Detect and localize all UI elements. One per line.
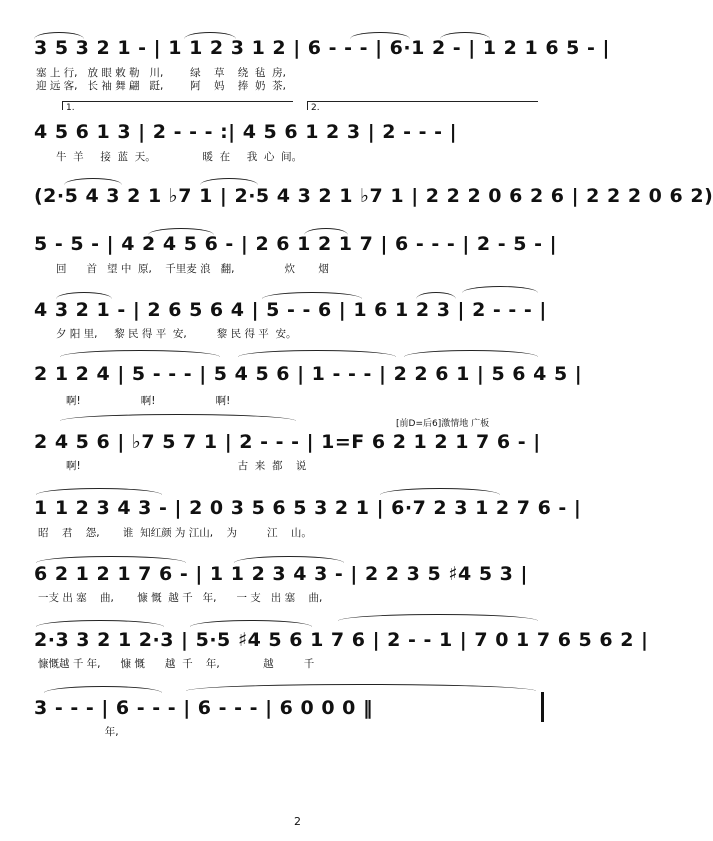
lyric-line-2: 迎 远 客, 长 袖 舞 翩 跹, 阿 妈 捧 奶 茶,	[36, 80, 286, 92]
notation-line: 2 1 2 4 | 5 - - - | 5 4 5 6 | 1 - - - | 2 2 6 1 | 5 6 4 5 |	[34, 363, 583, 385]
notation-line: 2·3 3 2 1 2·3 | 5·5 ♯4 5 6 1 7 6 | 2 - - 1 | 7 0 1 7 6 5 6 2 |	[34, 629, 649, 651]
slur	[190, 620, 312, 627]
slur	[186, 684, 536, 691]
notation-line: 4 5 6 1 3 | 2 - - - :| 4 5 6 1 2 3 | 2 - - - |	[34, 121, 458, 143]
slur	[36, 620, 164, 627]
final-barline	[541, 692, 544, 722]
notation-line: 4 3 2 1 - | 2 6 5 6 4 | 5 - - 6 | 1 6 1 2 3 | 2 - - - |	[34, 299, 547, 321]
lyric-line-1: 回 首 望 中 原, 千里麦 浪 翻, 炊 烟	[56, 263, 329, 275]
volta-label-1: 1.	[66, 103, 75, 113]
notation-line: 3 - - - | 6 - - - | 6 - - - | 6 0 0 0 ‖	[34, 697, 374, 719]
tempo-annotation: [前D=后6]激情地 广板	[396, 419, 490, 429]
slur	[36, 488, 162, 495]
slur	[60, 350, 220, 357]
slur	[404, 350, 538, 357]
lyric-line-1: 慷慨越 千 年, 慷 慨 越 千 年, 越 千	[38, 658, 315, 670]
slur	[380, 488, 500, 495]
notation-line: 3 5 3 2 1 - | 1 1 2 3 1 2 | 6 - - - | 6·1 2 - | 1 2 1 6 5 - |	[34, 37, 610, 59]
notation-line: (2·5 4 3 2 1 ♭7 1 | 2·5 4 3 2 1 ♭7 1 | 2 2 2 0 6 2 6 | 2 2 2 0 6 2)	[34, 185, 713, 207]
volta-bracket-2	[307, 101, 538, 110]
slur	[60, 414, 296, 421]
lyric-line-1: 牛 羊 接 蓝 天。 暖 在 我 心 间。	[56, 151, 303, 163]
notation-line: 1 1 2 3 4 3 - | 2 0 3 5 6 5 3 2 1 | 6·7 2 3 1 2 7 6 - |	[34, 497, 582, 519]
lyric-line-1: 夕 阳 里, 黎 民 得 平 安, 黎 民 得 平 安。	[56, 328, 297, 340]
lyric-line-1: 啊! 啊! 啊!	[56, 395, 231, 407]
lyric-line-1: 啊! 古 来 都 说	[56, 460, 307, 472]
lyric-line-1: 一支 出 塞 曲, 慷 慨 越 千 年, 一 支 出 塞 曲,	[38, 592, 323, 604]
lyric-line-1: 年,	[38, 726, 119, 738]
page-number: 2	[294, 815, 301, 828]
notation-line: 5 - 5 - | 4 2 4 5 6 - | 2 6 1 2 1 7 | 6 - - - | 2 - 5 - |	[34, 233, 558, 255]
lyric-line-1: 塞 上 行, 放 眼 敕 勒 川, 绿 草 绕 毡 房,	[36, 67, 286, 79]
notation-line: 2 4 5 6 | ♭7 5 7 1 | 2 - - - | 1=F 6 2 1 2 1 7 6 - |	[34, 431, 541, 453]
slur	[462, 286, 538, 293]
notation-line: 6 2 1 2 1 7 6 - | 1 1 2 3 4 3 - | 2 2 3 5 ♯4 5 3 |	[34, 563, 528, 585]
volta-label-2: 2.	[311, 103, 320, 113]
slur	[338, 614, 538, 621]
lyric-line-1: 昭 君 怨, 谁 知红颜 为 江山, 为 江 山。	[38, 527, 312, 539]
slur	[238, 350, 396, 357]
volta-bracket-1	[62, 101, 293, 110]
slur	[44, 686, 162, 693]
